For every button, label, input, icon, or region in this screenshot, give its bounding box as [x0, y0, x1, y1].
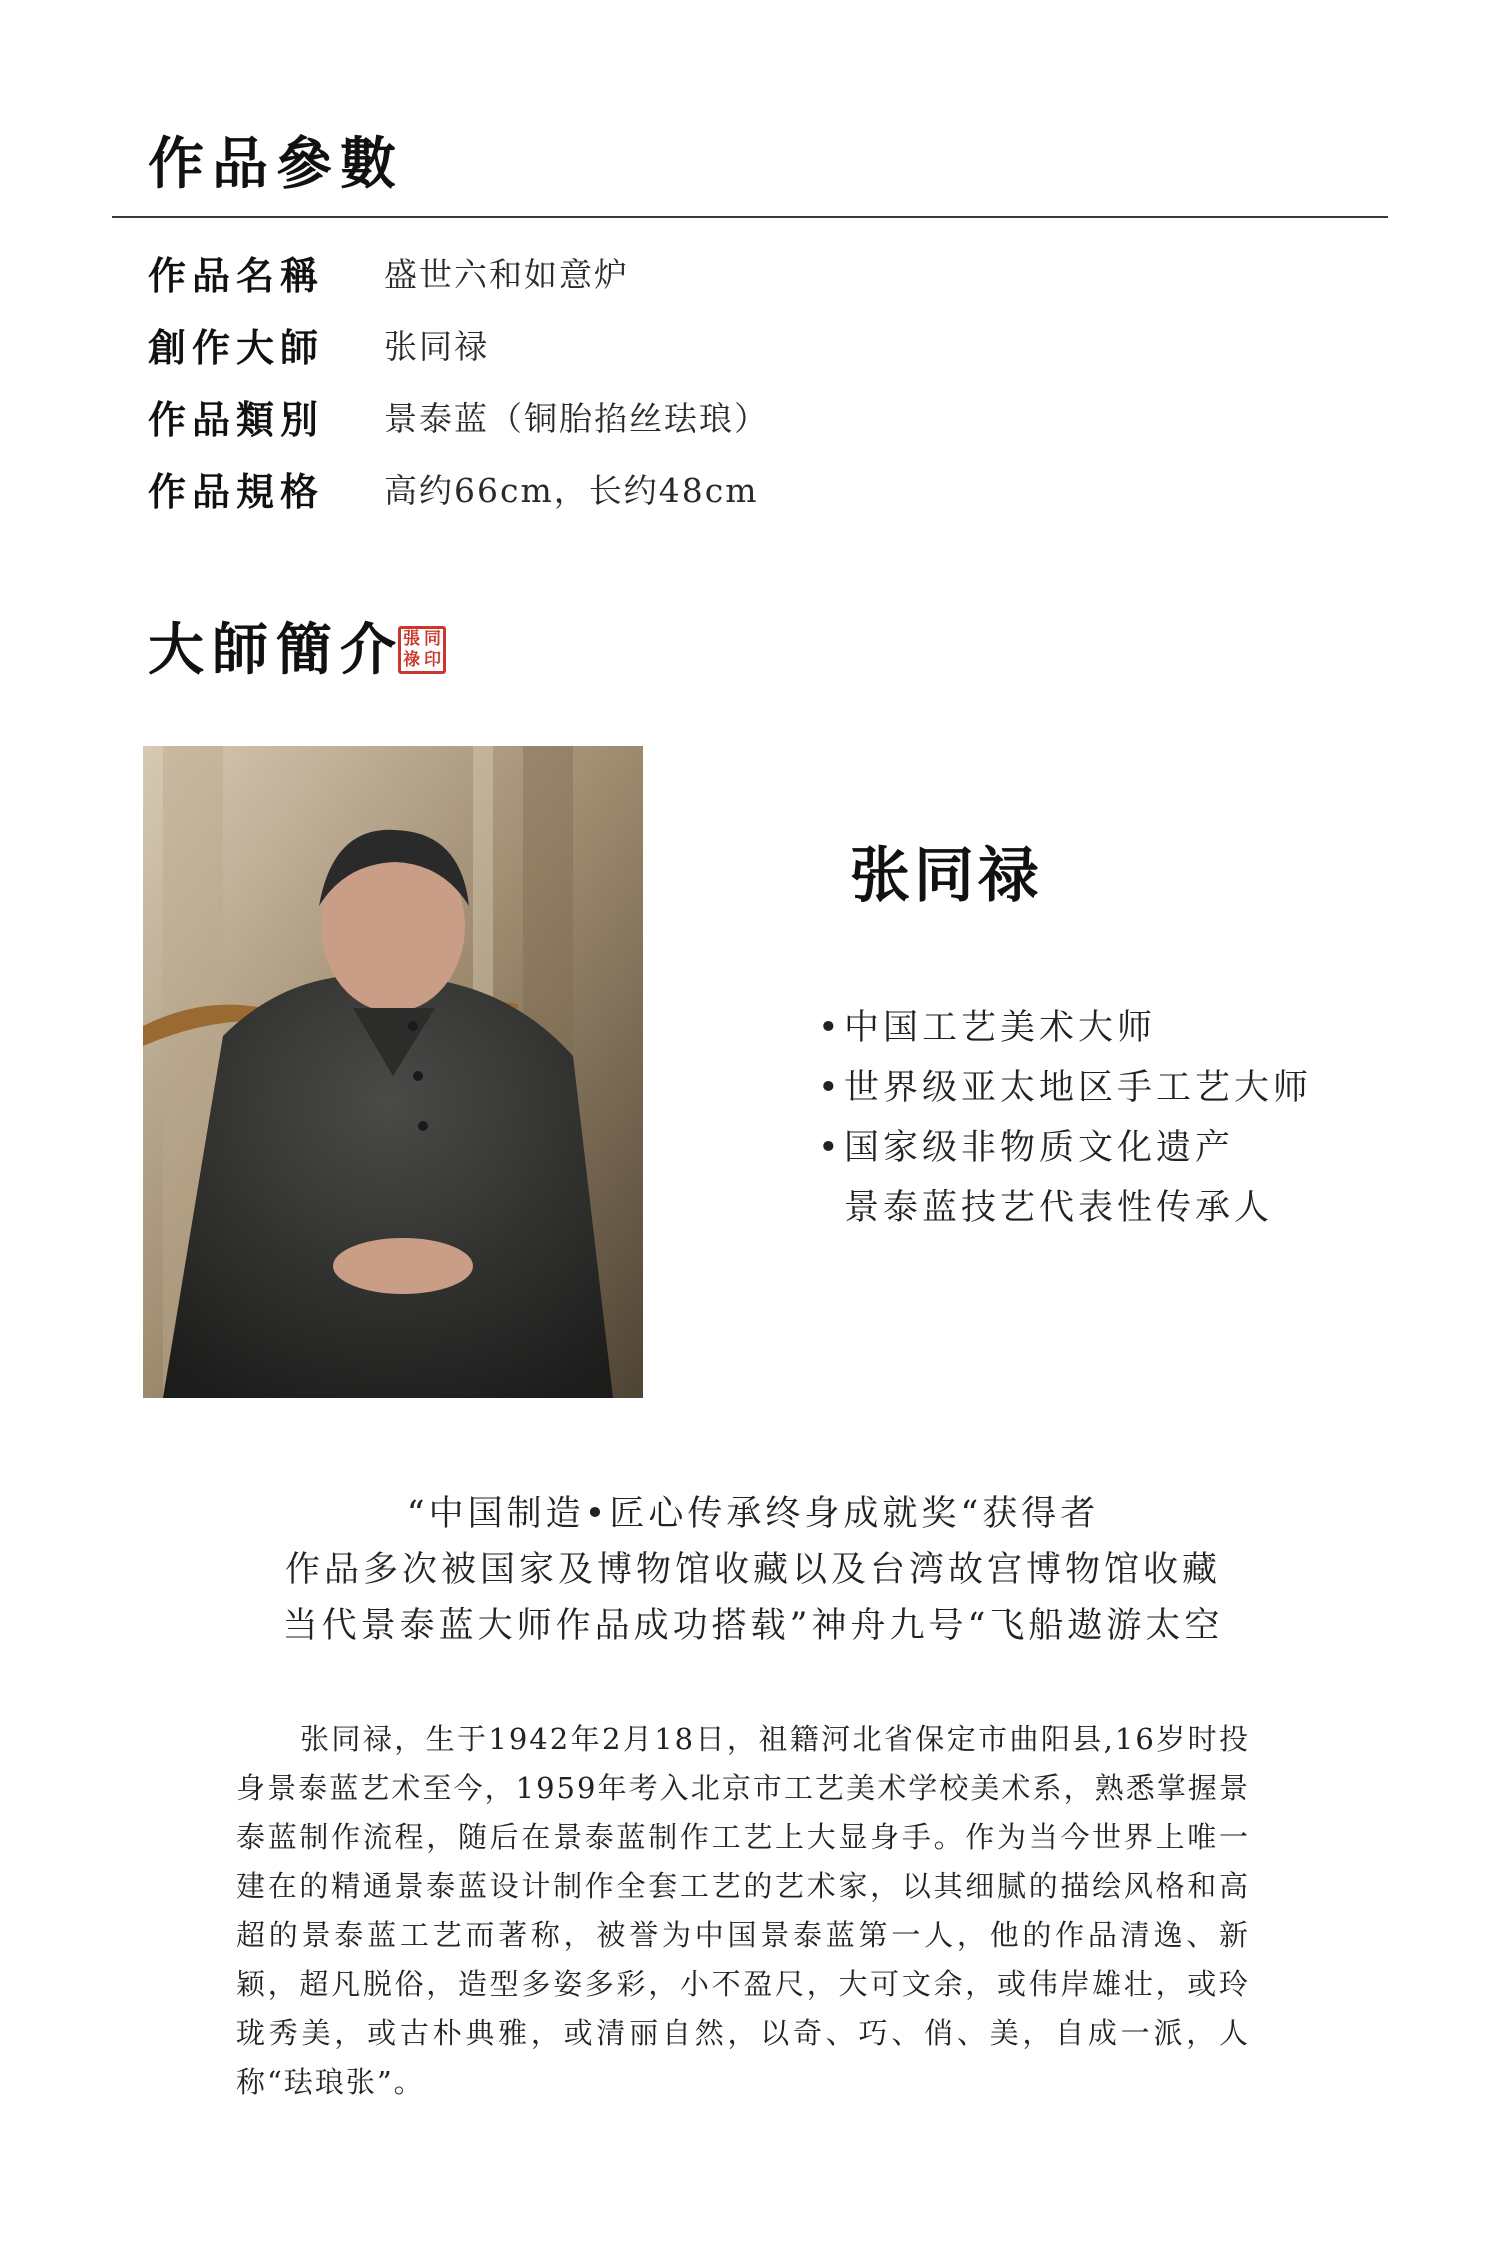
title-text: 国家级非物质文化遗产	[844, 1128, 1235, 1168]
param-value: 张同禄	[384, 326, 489, 366]
bullet: •	[818, 1008, 843, 1048]
list-item	[818, 1058, 1378, 1118]
master-name: 张同禄	[850, 841, 1042, 911]
title-text: 中国工艺美术大师	[844, 1008, 1157, 1048]
seal-char: 祿	[403, 650, 420, 670]
seal-char: 張	[403, 629, 420, 649]
param-value: 高约66cm，长约48cm	[384, 470, 759, 510]
param-label: 作品類別	[148, 396, 325, 442]
param-row-category	[148, 380, 1248, 452]
seal-stamp-icon	[398, 626, 446, 674]
seal-char: 同	[424, 629, 441, 649]
honor-line: “中国制造•匠心传承终身成就奖“获得者	[406, 1494, 1100, 1534]
param-label: 作品名稱	[148, 252, 325, 298]
param-row-master	[148, 308, 1248, 380]
master-titles-list	[818, 998, 1378, 1238]
master-section-title: 大師簡介	[148, 617, 404, 683]
seal-char: 印	[424, 650, 441, 670]
honor-line: 作品多次被国家及博物馆收藏以及台湾故宫博物馆收藏	[284, 1550, 1221, 1590]
param-label: 創作大師	[148, 324, 325, 370]
param-row-name	[148, 236, 1248, 308]
title-continuation: 景泰蓝技艺代表性传承人	[844, 1188, 1274, 1228]
list-item	[818, 1118, 1378, 1178]
bullet: •	[818, 1128, 843, 1168]
params-section-title: 作品參數	[148, 131, 404, 197]
params-table	[148, 236, 1248, 524]
param-row-spec	[148, 452, 1248, 524]
param-label: 作品規格	[148, 468, 325, 514]
list-item	[818, 998, 1378, 1058]
section-divider	[112, 216, 1388, 218]
bullet: •	[818, 1068, 843, 1108]
title-text: 世界级亚太地区手工艺大师	[844, 1068, 1313, 1108]
master-portrait-photo	[143, 746, 643, 1398]
honor-line: 当代景泰蓝大师作品成功搭载”神舟九号“飞船遨游太空	[282, 1606, 1224, 1646]
param-value: 景泰蓝（铜胎掐丝珐琅）	[384, 398, 769, 438]
portrait-illustration	[143, 746, 643, 1398]
biography-paragraph: 张同禄，生于1942年2月18日，祖籍河北省保定市曲阳县,16岁时投身景泰蓝艺术至今，1959年考入北京市工艺美术学校美术系，熟悉掌握景泰蓝制作流程，随后在景泰蓝制作工艺上大显身手。作为当今世界上唯一建在的精通景泰蓝设计制作全套工艺的艺术家，以其细腻的描绘风格和高超的景泰蓝工艺而著称，被誉为中国景泰蓝第一人，他的作品清逸、新颖，超凡脱俗，造型多姿多彩，小不盈尺，大可文余，或伟岸雄壮，或玲珑秀美，或古朴典雅，或清丽自然，以奇、巧、俏、美，自成一派，人称“珐琅张”。	[236, 1722, 1250, 2099]
honors-block	[0, 1486, 1506, 1654]
param-value: 盛世六和如意炉	[384, 254, 629, 294]
